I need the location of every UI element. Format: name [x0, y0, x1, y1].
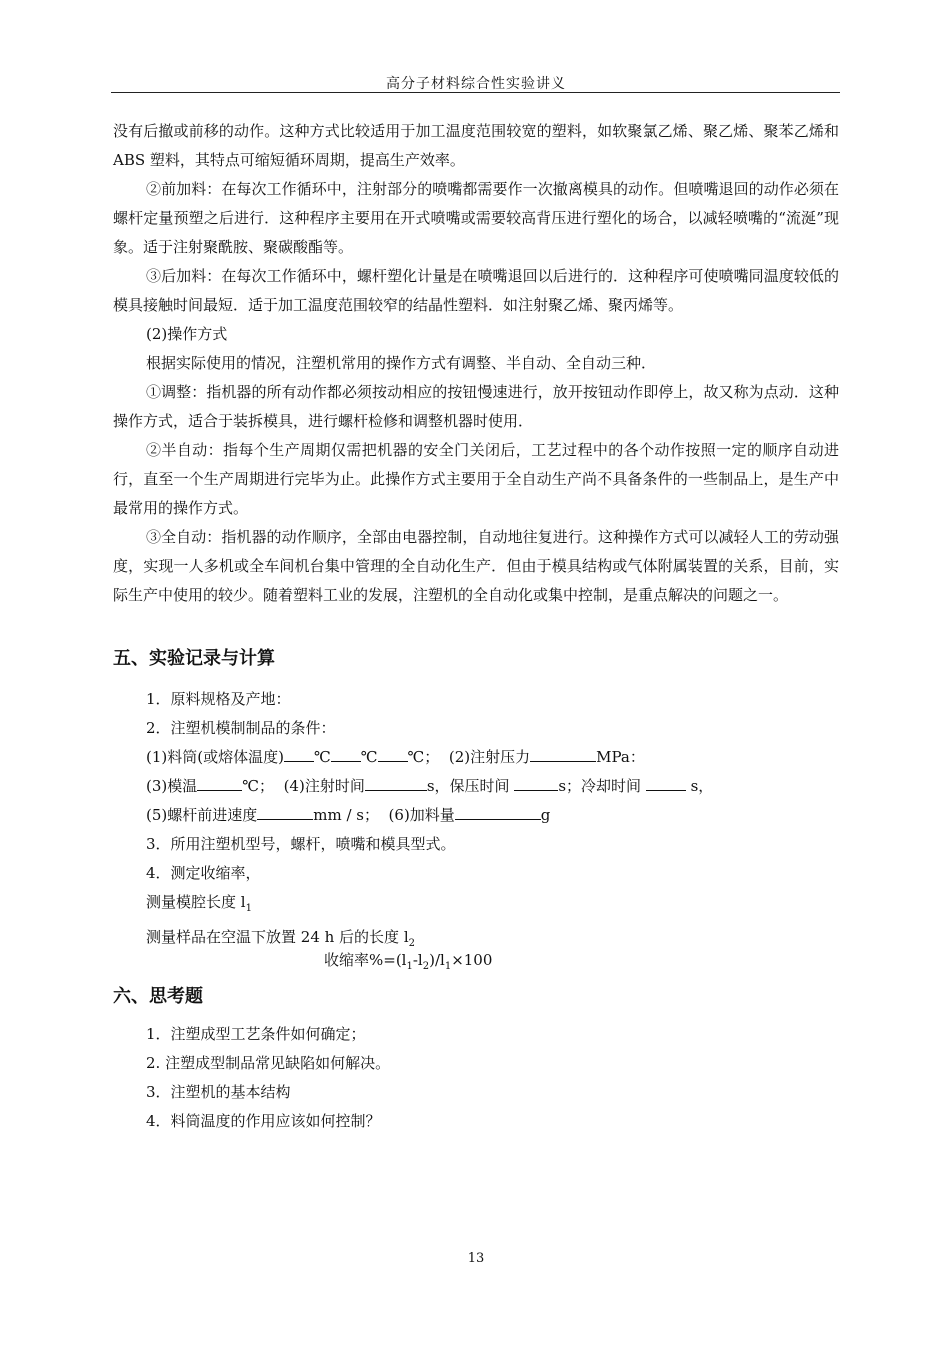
- question-item: 1．注塑成型工艺条件如何确定；: [146, 1025, 366, 1043]
- measure-sample-length: 测量样品在空温下放置 24 h 后的长度 $l_2$: [146, 928, 415, 949]
- paragraph-rear-feeding: ③后加料：在每次工作循环中，螺杆塑化计量是在喷嘴退回以后进行的．这种程序可使喷嘴同温度较低的模具接触时间最短．适于加工温度范围较窄的结晶性塑料．如注射聚乙烯、聚丙烯等。: [113, 267, 839, 314]
- fill-blank[interactable]: [365, 774, 427, 791]
- fill-blank[interactable]: [331, 745, 361, 762]
- list-item: 3．所用注塑机型号，螺杆，喷嘴和模具型式。: [146, 835, 456, 853]
- fill-blank[interactable]: [257, 803, 313, 820]
- fill-blank[interactable]: [284, 745, 314, 762]
- running-header: 高分子材料综合性实验讲义: [386, 76, 566, 92]
- shrinkage-formula: 收缩率$\%=(l_1-l_2)/l_1\times 100$: [324, 951, 493, 972]
- paragraph-full-auto-mode: ③全自动：指机器的动作顺序，全部由电器控制，自动地往复进行。这种操作方式可以减轻人工的劳动强度，实现一人多机或全车间机台集中管理的全自动化生产．但由于模具结构或气体附属装置的关系，目前，实际生产中使用的较少。随着塑料工业的发展，注塑机的全自动化或集中控制，是重点解决的问题之一。: [113, 528, 839, 604]
- body-text: [113, 117, 839, 610]
- fill-blank[interactable]: [197, 774, 242, 791]
- measure-cavity-length: 测量模腔长度 $l_1$: [146, 893, 252, 914]
- paragraph-continued: 没有后撤或前移的动作。这种方式比较适用于加工温度范围较宽的塑料，如软聚氯乙烯、聚乙烯、聚苯乙烯和 ABS 塑料，其特点可缩短循环周期，提高生产效率。: [113, 122, 839, 169]
- fill-blank[interactable]: [646, 774, 686, 791]
- subheading-operation-mode: (2)操作方式: [146, 325, 228, 343]
- records-list: [146, 685, 713, 958]
- paragraph-manual-mode: ①调整：指机器的所有动作都必须按动相应的按钮慢速进行，放开按钮动作即停上，故又称为点动．这种操作方式，适合于装拆模具，进行螺杆检修和调整机器时使用．: [113, 383, 839, 430]
- list-item: 2．注塑机模制制品的条件：: [146, 719, 336, 737]
- condition-line-2: (3)模温 ℃； (4)注射时间 s，保压时间 s；冷却时间 s，: [146, 772, 713, 801]
- paragraph-semi-auto-mode: ②半自动：指每个生产周期仅需把机器的安全门关闭后，工艺过程中的各个动作按照一定的顺序自动进行，直至一个生产周期进行完毕为止。此操作方式主要用于全自动生产尚不具备条件的一些制品上，是生产中最常用的操作方式。: [113, 441, 839, 517]
- section-heading-questions: 六、思考题: [113, 986, 203, 1007]
- question-item: 4．料筒温度的作用应该如何控制？: [146, 1112, 381, 1130]
- condition-line-1: (1)料筒(或熔体温度) ℃ ℃ ℃； (2)注射压力 MPa：: [146, 743, 713, 772]
- paragraph-operation-intro: 根据实际使用的情况，注塑机常用的操作方式有调整、半自动、全自动三种．: [146, 354, 657, 372]
- fill-blank[interactable]: [530, 745, 596, 762]
- list-item: 1．原料规格及产地：: [146, 690, 291, 708]
- fill-blank[interactable]: [455, 803, 541, 820]
- page-number: 13: [467, 1251, 485, 1266]
- fill-blank[interactable]: [378, 745, 408, 762]
- condition-line-3: (5)螺杆前进速度 mm / s； (6)加料量 g: [146, 801, 713, 830]
- fill-blank[interactable]: [514, 774, 558, 791]
- header-rule: [111, 92, 840, 93]
- list-item: 4．测定收缩率，: [146, 864, 261, 882]
- questions-list: [146, 1020, 390, 1136]
- question-item: 2. 注塑成型制品常见缺陷如何解决。: [146, 1054, 391, 1072]
- paragraph-front-feeding: ②前加料：在每次工作循环中，注射部分的喷嘴都需要作一次撤离模具的动作。但喷嘴退回的动作必须在螺杆定量预塑之后进行．这种程序主要用在开式喷嘴或需要较高背压进行塑化的场合，以减轻喷嘴的“流涎”现象。适于注射聚酰胺、聚碳酸酯等。: [113, 180, 839, 256]
- question-item: 3．注塑机的基本结构: [146, 1083, 291, 1101]
- section-heading-records: 五、实验记录与计算: [113, 648, 275, 669]
